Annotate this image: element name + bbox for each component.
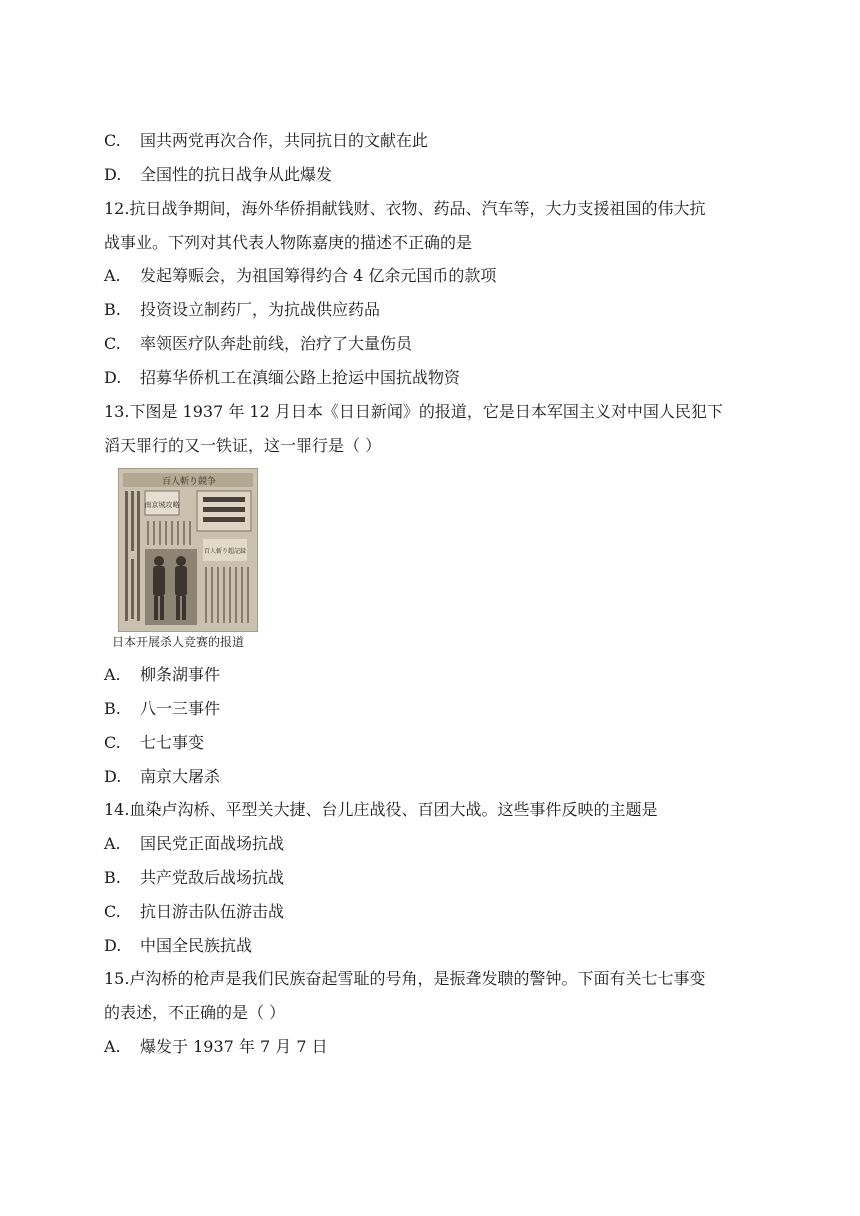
option-text: 国民党正面战场抗战: [140, 834, 285, 853]
q12-option-c: [104, 334, 412, 354]
q14-option-c: [104, 902, 284, 922]
headline-2: 南京城攻略: [144, 501, 180, 509]
option-label: D.: [104, 165, 122, 184]
q13-option-a: [104, 665, 220, 685]
q13-option-d: [104, 767, 220, 787]
headline-1: 百人斬り競争: [161, 477, 217, 487]
option-text: 全国性的抗日战争从此爆发: [140, 165, 333, 184]
q12-option-a: [104, 266, 496, 286]
newspaper-clipping-image: [119, 469, 257, 631]
option-label: D.: [104, 368, 122, 387]
option-label: D.: [104, 767, 122, 786]
q13-option-c: [104, 733, 204, 753]
q15-stem-line-2: 的表述，不正确的是（ ）: [104, 1003, 286, 1022]
q12-stem-line-2: 战事业。下列对其代表人物陈嘉庚的描述不正确的是: [104, 233, 473, 252]
option-text: 柳条湖事件: [140, 665, 221, 684]
q11-option-d: [104, 165, 332, 185]
option-label: D.: [104, 936, 122, 955]
q11-option-c: [104, 131, 428, 151]
q12-stem-line-1: 12.抗日战争期间，海外华侨捐献钱财、衣物、药品、汽车等，大力支援祖国的伟大抗: [104, 199, 706, 218]
q12-option-b: [104, 300, 380, 320]
option-text: 爆发于 1937 年 7 月 7 日: [140, 1037, 328, 1056]
q12-option-d: [104, 368, 460, 388]
option-label: B.: [104, 300, 121, 319]
q15-stem-line-1: 15.卢沟桥的枪声是我们民族奋起雪耻的号角，是振聋发聩的警钟。下面有关七七事变: [104, 969, 706, 988]
option-label: A.: [104, 834, 121, 853]
figure-caption: 日本开展杀人竞赛的报道: [112, 635, 245, 649]
option-label: B.: [104, 868, 121, 887]
option-text: 抗日游击队伍游击战: [140, 902, 285, 921]
option-label: C.: [104, 902, 121, 921]
option-label: C.: [104, 733, 121, 752]
option-text: 七七事变: [140, 733, 205, 752]
newspaper-figure: [112, 466, 262, 654]
q14-option-a: [104, 834, 284, 854]
option-text: 八一三事件: [140, 699, 221, 718]
option-text: 中国全民族抗战: [140, 936, 253, 955]
option-label: C.: [104, 334, 121, 353]
option-label: A.: [104, 1037, 121, 1056]
option-text: 共产党敌后战场抗战: [140, 868, 285, 887]
option-label: B.: [104, 699, 121, 718]
q14-option-d: [104, 936, 252, 956]
q15-option-a: [104, 1037, 328, 1057]
newspaper-photo: [118, 468, 258, 632]
headline-3: 百人斬り超記録: [203, 548, 247, 555]
option-label: A.: [104, 665, 121, 684]
q13-stem-line-2: 滔天罪行的又一铁证，这一罪行是（ ）: [104, 436, 382, 455]
option-text: 国共两党再次合作，共同抗日的文献在此: [140, 131, 429, 150]
option-text: 率领医疗队奔赴前线，治疗了大量伤员: [140, 334, 413, 353]
q13-stem-line-1: 13.下图是 1937 年 12 月日本《日日新闻》的报道，它是日本军国主义对中国人民犯下: [104, 402, 723, 421]
option-text: 投资设立制药厂，为抗战供应药品: [140, 300, 381, 319]
option-label: A.: [104, 266, 121, 285]
option-text: 发起筹赈会，为祖国筹得约合 4 亿余元国币的款项: [140, 266, 497, 285]
q14-stem-line-1: 14.血染卢沟桥、平型关大捷、台儿庄战役、百团大战。这些事件反映的主题是: [104, 800, 658, 819]
q14-option-b: [104, 868, 284, 888]
option-label: C.: [104, 131, 121, 150]
option-text: 招募华侨机工在滇缅公路上抢运中国抗战物资: [140, 368, 461, 387]
q13-option-b: [104, 699, 220, 719]
option-text: 南京大屠杀: [140, 767, 221, 786]
